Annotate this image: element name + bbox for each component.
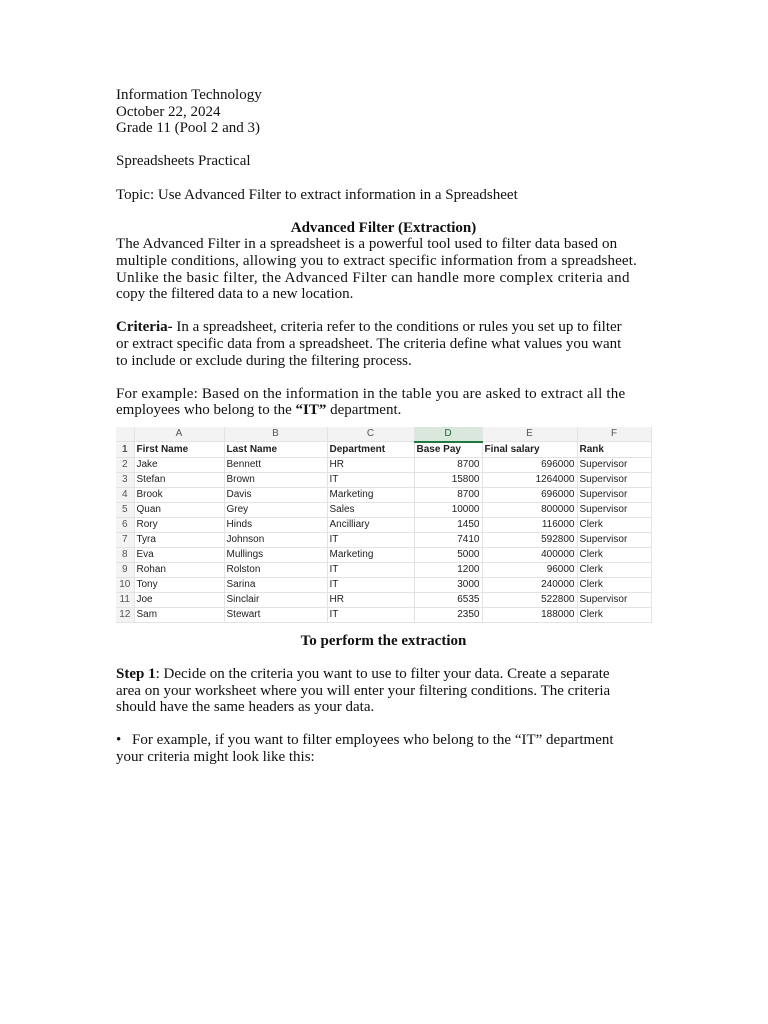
- row-number: 5: [116, 502, 134, 517]
- cell-final-salary: 96000: [482, 562, 577, 577]
- cell-final-salary: 240000: [482, 577, 577, 592]
- cell-final-salary: 522800: [482, 592, 577, 607]
- spreadsheet-screenshot: [116, 427, 651, 623]
- step1-paragraph: [116, 666, 651, 716]
- cell-base-pay: 5000: [414, 547, 482, 562]
- cell-last-name: Grey: [224, 502, 327, 517]
- employee-table: [116, 427, 652, 623]
- row-number: 6: [116, 517, 134, 532]
- cell-first-name: Sam: [134, 607, 224, 622]
- header-base-pay: Base Pay: [414, 442, 482, 458]
- row-number: 1: [116, 442, 134, 458]
- table-row: [116, 502, 651, 517]
- cell-final-salary: 696000: [482, 487, 577, 502]
- cell-last-name: Hinds: [224, 517, 327, 532]
- cell-rank: Supervisor: [577, 472, 651, 487]
- table-row: [116, 562, 651, 577]
- table-row: [116, 457, 651, 472]
- cell-first-name: Jake: [134, 457, 224, 472]
- row-number: 4: [116, 487, 134, 502]
- row-number: 11: [116, 592, 134, 607]
- cell-base-pay: 3000: [414, 577, 482, 592]
- table-row: [116, 472, 651, 487]
- grade-line: Grade 11 (Pool 2 and 3): [116, 120, 260, 137]
- cell-department: IT: [327, 607, 414, 622]
- row-number: 12: [116, 607, 134, 622]
- cell-base-pay: 2350: [414, 607, 482, 622]
- cell-base-pay: 8700: [414, 457, 482, 472]
- cell-base-pay: 1450: [414, 517, 482, 532]
- row-number: 9: [116, 562, 134, 577]
- cell-rank: Supervisor: [577, 457, 651, 472]
- cell-final-salary: 400000: [482, 547, 577, 562]
- document-page: [116, 87, 651, 766]
- header-first-name: First Name: [134, 442, 224, 458]
- cell-first-name: Stefan: [134, 472, 224, 487]
- topic-line: Topic: Use Advanced Filter to extract information in a Spreadsheet: [116, 186, 518, 203]
- section-heading-advanced-filter: Advanced Filter (Extraction): [290, 219, 477, 236]
- cell-last-name: Brown: [224, 472, 327, 487]
- cell-last-name: Sinclair: [224, 592, 327, 607]
- step1-line-2: area on your worksheet where you will enter your filtering conditions. The criteria: [116, 682, 611, 699]
- table-row: [116, 532, 651, 547]
- header-last-name: Last Name: [224, 442, 327, 458]
- step-label: Step 1: [116, 666, 156, 683]
- cell-final-salary: 188000: [482, 607, 577, 622]
- cell-department: HR: [327, 592, 414, 607]
- cell-last-name: Sarina: [224, 577, 327, 592]
- table-header-row: [116, 442, 651, 458]
- row-number: 10: [116, 577, 134, 592]
- cell-first-name: Rory: [134, 517, 224, 532]
- cell-department: IT: [327, 577, 414, 592]
- cell-final-salary: 116000: [482, 517, 577, 532]
- cell-department: Ancilliary: [327, 517, 414, 532]
- header-rank: Rank: [577, 442, 651, 458]
- example-paragraph: [116, 386, 651, 419]
- practical-title: Spreadsheets Practical: [116, 153, 251, 170]
- cell-last-name: Johnson: [224, 532, 327, 547]
- criteria-paragraph: [116, 319, 651, 369]
- cell-first-name: Joe: [134, 592, 224, 607]
- cell-final-salary: 592800: [482, 532, 577, 547]
- subject-line: Information Technology: [116, 87, 262, 103]
- cell-first-name: Tyra: [134, 532, 224, 547]
- column-header-f: F: [577, 427, 651, 442]
- cell-base-pay: 7410: [414, 532, 482, 547]
- cell-final-salary: 1264000: [482, 472, 577, 487]
- cell-department: Sales: [327, 502, 414, 517]
- cell-rank: Clerk: [577, 562, 651, 577]
- cell-rank: Clerk: [577, 517, 651, 532]
- column-header-e: E: [482, 427, 577, 442]
- example-line-1: For example: Based on the information in the table you are asked to extract all the: [116, 385, 626, 402]
- cell-department: IT: [327, 472, 414, 487]
- column-letter-row: [116, 427, 651, 442]
- criteria-line-1: Criteria- In a spreadsheet, criteria refer to the conditions or rules you set up to filter: [116, 319, 622, 336]
- cell-base-pay: 1200: [414, 562, 482, 577]
- cell-first-name: Quan: [134, 502, 224, 517]
- cell-rank: Supervisor: [577, 502, 651, 517]
- intro-paragraph: [116, 236, 651, 302]
- criteria-line-3: to include or exclude during the filtering process.: [116, 352, 412, 369]
- cell-base-pay: 15800: [414, 472, 482, 487]
- cell-first-name: Rohan: [134, 562, 224, 577]
- header-final-salary: Final salary: [482, 442, 577, 458]
- bullet-item: [116, 732, 651, 765]
- row-number: 3: [116, 472, 134, 487]
- step1-line-3: should have the same headers as your data.: [116, 699, 375, 716]
- column-header-b: B: [224, 427, 327, 442]
- cell-rank: Supervisor: [577, 532, 651, 547]
- table-row: [116, 577, 651, 592]
- bullet-line-2: your criteria might look like this:: [116, 749, 315, 766]
- table-row: [116, 547, 651, 562]
- bullet-line-1: • For example, if you want to filter employees who belong to the “IT” department: [116, 732, 614, 749]
- cell-final-salary: 696000: [482, 457, 577, 472]
- intro-line-1: The Advanced Filter in a spreadsheet is a powerful tool used to filter data based on: [116, 236, 618, 253]
- select-all-corner: [116, 427, 134, 442]
- date-line: October 22, 2024: [116, 103, 221, 120]
- intro-line-3: Unlike the basic filter, the Advanced Filter can handle more complex criteria and: [116, 269, 630, 286]
- cell-final-salary: 800000: [482, 502, 577, 517]
- cell-last-name: Bennett: [224, 457, 327, 472]
- intro-line-2: multiple conditions, allowing you to extract specific information from a spreadsheet.: [116, 252, 637, 269]
- row-number: 7: [116, 532, 134, 547]
- cell-department: HR: [327, 457, 414, 472]
- column-header-a: A: [134, 427, 224, 442]
- table-row: [116, 607, 651, 622]
- cell-first-name: Brook: [134, 487, 224, 502]
- column-header-c: C: [327, 427, 414, 442]
- intro-line-4: copy the filtered data to a new location.: [116, 286, 354, 303]
- example-line-2: employees who belong to the “IT” department.: [116, 402, 402, 419]
- table-row: [116, 517, 651, 532]
- cell-base-pay: 6535: [414, 592, 482, 607]
- cell-department: IT: [327, 532, 414, 547]
- cell-department: Marketing: [327, 487, 414, 502]
- cell-first-name: Eva: [134, 547, 224, 562]
- section-heading-extraction: To perform the extraction: [300, 632, 467, 649]
- cell-base-pay: 8700: [414, 487, 482, 502]
- criteria-line-2: or extract specific data from a spreadsheet. The criteria define what values you want: [116, 335, 622, 352]
- column-header-d: D: [414, 427, 482, 442]
- cell-rank: Supervisor: [577, 487, 651, 502]
- cell-department: IT: [327, 562, 414, 577]
- cell-rank: Supervisor: [577, 592, 651, 607]
- cell-last-name: Stewart: [224, 607, 327, 622]
- cell-rank: Clerk: [577, 577, 651, 592]
- bullet-icon: •: [116, 732, 122, 749]
- table-row: [116, 592, 651, 607]
- criteria-term: Criteria-: [116, 319, 173, 336]
- cell-rank: Clerk: [577, 607, 651, 622]
- row-number: 2: [116, 457, 134, 472]
- cell-last-name: Davis: [224, 487, 327, 502]
- cell-first-name: Tony: [134, 577, 224, 592]
- cell-last-name: Rolston: [224, 562, 327, 577]
- row-number: 8: [116, 547, 134, 562]
- table-row: [116, 487, 651, 502]
- cell-rank: Clerk: [577, 547, 651, 562]
- cell-last-name: Mullings: [224, 547, 327, 562]
- step1-line-1: Step 1: Decide on the criteria you want to use to filter your data. Create a separate: [116, 666, 610, 683]
- cell-base-pay: 10000: [414, 502, 482, 517]
- cell-department: Marketing: [327, 547, 414, 562]
- header-department: Department: [327, 442, 414, 458]
